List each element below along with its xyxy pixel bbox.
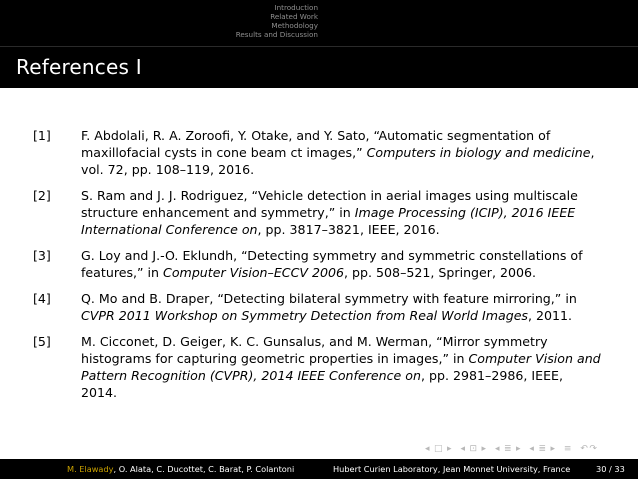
- reference-item: [32, 333, 602, 401]
- reference-authors-title: M. Cicconet, D. Geiger, K. C. Gunsalus, and M. Werman, “Mirror symmetry histograms for capturing geometric properties in images,” in: [81, 334, 548, 366]
- frame-title-bar: [0, 46, 638, 88]
- prev-slide-icon[interactable]: ◂: [425, 444, 432, 454]
- subsection-icon[interactable]: ≣: [503, 444, 514, 454]
- reference-details: , pp. 508–521, Springer, 2006.: [344, 265, 537, 280]
- nav-section-introduction[interactable]: Introduction: [274, 3, 318, 12]
- reference-number: [5]: [33, 334, 51, 349]
- footer-coauthors: , O. Alata, C. Ducottet, C. Barat, P. Colantoni: [113, 464, 295, 474]
- reference-list: [32, 127, 602, 410]
- reference-number: [2]: [33, 188, 51, 203]
- align-icon[interactable]: ≡: [563, 444, 573, 454]
- reference-item: [32, 247, 602, 281]
- reference-text: [81, 187, 602, 238]
- reference-venue: Image Processing (ICIP), 2016 IEEE International Conference on: [81, 205, 576, 237]
- footer-institution: Hubert Curien Laboratory, Jean Monnet University, France: [333, 464, 571, 474]
- reference-authors-title: S. Ram and J. J. Rodriguez, “Vehicle detection in aerial images using multiscale structure enhancement and symmetry,” in: [81, 188, 578, 220]
- reference-text: [81, 247, 602, 281]
- nav-section-related-work[interactable]: Related Work: [270, 12, 318, 21]
- footer-authors: [67, 459, 294, 479]
- reference-authors-title: G. Loy and J.-O. Eklundh, “Detecting symmetry and symmetric constellations of features,” in: [81, 248, 583, 280]
- reference-text: [81, 333, 602, 401]
- reference-text: [81, 290, 602, 324]
- reference-number: [4]: [33, 291, 51, 306]
- reference-text: [81, 127, 602, 178]
- section-navigation-bar: [0, 0, 638, 46]
- nav-section-results-discussion[interactable]: Results and Discussion: [235, 30, 318, 39]
- next-section-icon[interactable]: ▸: [550, 444, 557, 454]
- search-back-forward-icon[interactable]: ↶↷: [580, 444, 599, 454]
- footer-presenter: M. Elawady: [67, 464, 114, 474]
- section-list: [200, 3, 318, 39]
- reference-authors-title: Q. Mo and B. Draper, “Detecting bilateral symmetry with feature mirroring,” in: [81, 291, 577, 306]
- slide-title: References I: [16, 55, 142, 79]
- next-slide-icon[interactable]: ▸: [447, 444, 454, 454]
- reference-item: [32, 127, 602, 178]
- next-subsection-icon[interactable]: ▸: [516, 444, 523, 454]
- footer-bar: [0, 459, 638, 479]
- reference-venue: CVPR 2011 Workshop on Symmetry Detection from Real World Images: [81, 308, 528, 323]
- footer-page-number: 30 / 33: [596, 464, 625, 474]
- reference-details: , vol. 72, pp. 108–119, 2016.: [81, 145, 595, 177]
- section-icon[interactable]: ≣: [538, 444, 548, 454]
- reference-authors-title: F. Abdolali, R. A. Zoroofi, Y. Otake, and Y. Sato, “Automatic segmentation of maxillofacial cysts in cone beam ct images,”: [81, 128, 551, 160]
- prev-section-icon[interactable]: ◂: [529, 444, 536, 454]
- nav-section-methodology[interactable]: Methodology: [271, 21, 318, 30]
- reference-details: , pp. 3817–3821, IEEE, 2016.: [257, 222, 440, 237]
- reference-number: [3]: [33, 248, 51, 263]
- reference-item: [32, 187, 602, 238]
- reference-venue: Computers in biology and medicine: [366, 145, 591, 160]
- frame-icon[interactable]: ⊡: [469, 444, 479, 454]
- reference-venue: Computer Vision–ECCV 2006: [163, 265, 345, 280]
- slide-icon[interactable]: □: [434, 444, 445, 454]
- reference-venue: Computer Vision and Pattern Recognition (CVPR), 2014 IEEE Conference on: [81, 351, 601, 383]
- next-frame-icon[interactable]: ▸: [481, 444, 488, 454]
- reference-number: [1]: [33, 128, 51, 143]
- prev-frame-icon[interactable]: ◂: [460, 444, 467, 454]
- prev-subsection-icon[interactable]: ◂: [494, 444, 501, 454]
- reference-details: , pp. 2981–2986, IEEE, 2014.: [81, 368, 563, 400]
- beamer-navigation-symbols: [425, 444, 601, 454]
- reference-item: [32, 290, 602, 324]
- reference-details: , 2011.: [528, 308, 573, 323]
